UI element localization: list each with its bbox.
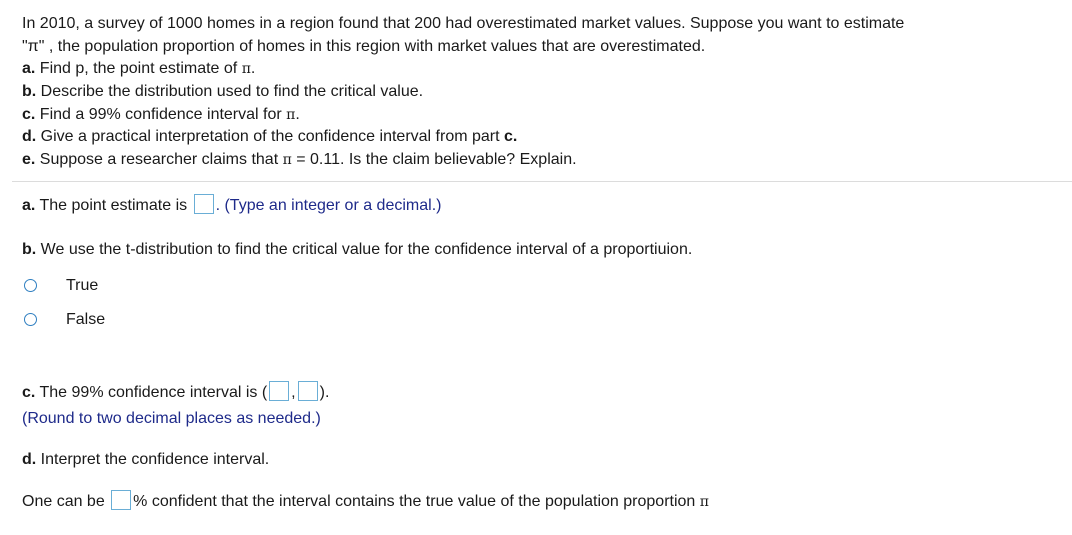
radio-false[interactable] xyxy=(24,313,37,326)
item-label: b. xyxy=(22,83,37,101)
ci-close: ). xyxy=(319,384,330,402)
part-a-label: a. xyxy=(22,197,36,215)
part-b-row xyxy=(22,240,692,260)
part-d-text: Interpret the confidence interval. xyxy=(36,451,270,468)
part-b-text: We use the t-distribution to find the critical value for the confidence interval of a proportiuion. xyxy=(36,241,693,258)
part-d-label: d. xyxy=(22,451,37,468)
section-divider xyxy=(12,181,1072,182)
option-false-label: False xyxy=(66,311,106,328)
question-item-d xyxy=(22,126,1062,149)
part-c-label: c. xyxy=(22,384,36,402)
part-c-text: The 99% confidence interval is ( xyxy=(35,384,268,402)
item-label: e. xyxy=(22,151,36,169)
item-label: a. xyxy=(22,60,36,78)
intro-text-2: the population proportion of homes in this region with market values that are overestimated. xyxy=(53,37,706,55)
item-label: c. xyxy=(22,105,36,123)
confidence-level-input[interactable] xyxy=(111,490,131,510)
item-end: c. xyxy=(504,128,518,146)
part-b-label: b. xyxy=(22,241,37,258)
part-d-row xyxy=(22,450,269,470)
pi-symbol: π xyxy=(282,152,292,169)
question-item-c xyxy=(22,104,1062,127)
part-a-text: The point estimate is xyxy=(35,197,192,215)
ci-lower-input[interactable] xyxy=(269,381,289,401)
item-end: . xyxy=(295,105,300,123)
item-text: Suppose a researcher claims that xyxy=(35,151,283,169)
part-a-row xyxy=(22,196,441,216)
pi-symbol: π xyxy=(699,494,709,511)
point-estimate-input[interactable] xyxy=(194,194,214,214)
ci-upper-input[interactable] xyxy=(298,381,318,401)
item-end: . xyxy=(250,60,256,78)
question-item-e xyxy=(22,149,1062,172)
problem-statement xyxy=(22,13,1062,172)
item-label: d. xyxy=(22,128,37,146)
radio-true[interactable] xyxy=(24,279,37,292)
ci-separator: , xyxy=(291,384,296,402)
intro-text-1: In 2010, a survey of 1000 homes in a region found that 200 had overestimated market values. Suppose you want to estimate xyxy=(22,15,905,32)
pi-quote: "π" , xyxy=(22,37,54,55)
question-item-b xyxy=(22,81,1062,104)
interpretation-middle: % confident that the interval contains the true value of the population proportion xyxy=(133,493,700,511)
item-text: Give a practical interpretation of the confidence interval from part xyxy=(36,128,505,146)
interpretation-prefix: One can be xyxy=(22,493,110,511)
part-a-hint: . (Type an integer or a decimal.) xyxy=(215,197,442,215)
pi-symbol: π xyxy=(286,106,296,123)
pi-symbol: π xyxy=(241,61,251,78)
interpretation-row xyxy=(22,492,709,512)
item-text: Describe the distribution used to find the critical value. xyxy=(36,83,424,101)
option-true-label: True xyxy=(66,277,99,294)
item-text: Find p, the point estimate of xyxy=(35,60,242,78)
item-text: Find a 99% confidence interval for xyxy=(35,105,287,123)
intro-line-1 xyxy=(22,13,1062,36)
item-end: = 0.11. Is the claim believable? Explain. xyxy=(291,151,577,169)
intro-line-2 xyxy=(22,36,1062,59)
question-item-a xyxy=(22,58,1062,81)
part-c-row xyxy=(22,383,329,403)
part-c-hint: (Round to two decimal places as needed.) xyxy=(22,410,321,427)
